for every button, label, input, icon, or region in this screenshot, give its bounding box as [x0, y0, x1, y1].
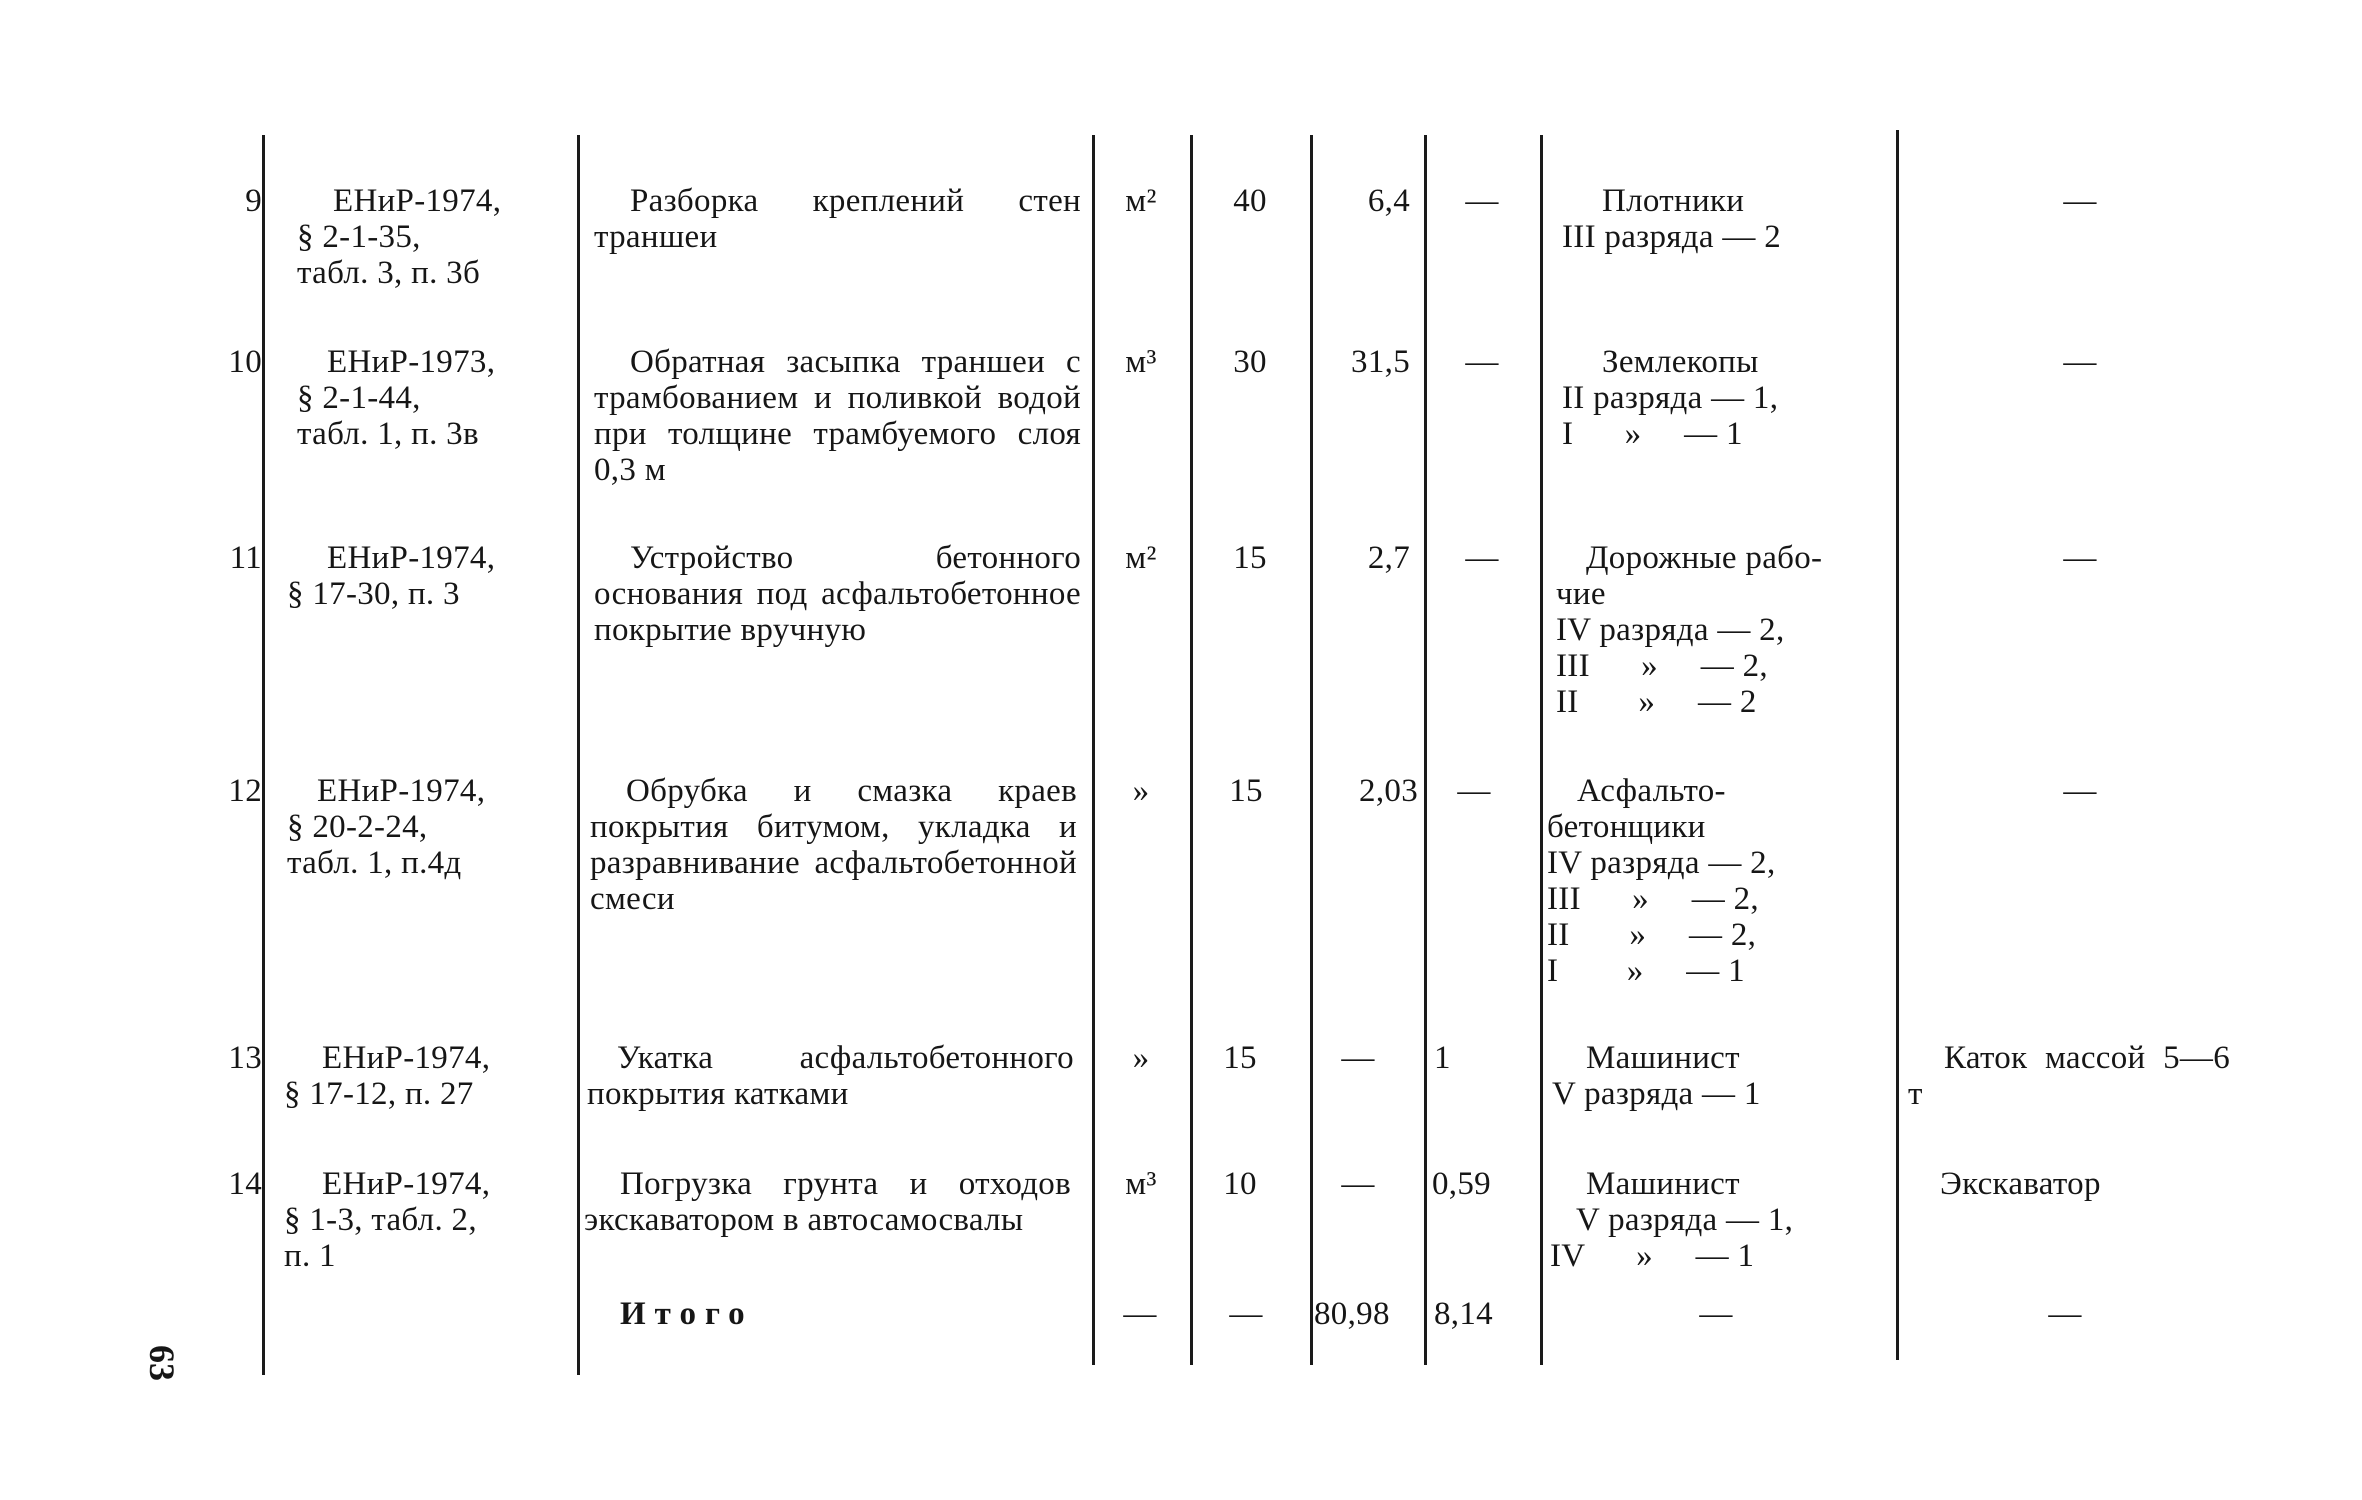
quantity: 15 — [1233, 540, 1267, 576]
worker-line: IV разряда — 2, — [1556, 612, 1785, 648]
worker-line: IV » — 1 — [1550, 1238, 1755, 1274]
norm-reference — [297, 344, 495, 452]
equipment: — — [2063, 540, 2097, 576]
worker-line: I » — 1 — [1562, 416, 1743, 452]
worker-line: Землекопы — [1602, 344, 1759, 380]
worker-line: II » — 2 — [1556, 684, 1757, 720]
ref-line: ЕНиР-1974, — [317, 773, 486, 809]
labor-cost: 31,5 — [1351, 344, 1410, 380]
unit: м² — [1125, 540, 1157, 576]
machine-time: — — [1457, 773, 1491, 809]
ref-line: § 17-12, п. 27 — [284, 1076, 474, 1112]
labor-cost: 2,03 — [1359, 773, 1418, 809]
page-number: 63 — [142, 1345, 182, 1381]
worker-line: III » — 2, — [1556, 648, 1768, 684]
ref-line: § 20-2-24, — [287, 809, 428, 845]
total-quantity: — — [1229, 1296, 1263, 1332]
worker-line: Асфальто- — [1577, 773, 1726, 809]
quantity: 40 — [1233, 183, 1267, 219]
total-labor-cost: 80,98 — [1314, 1296, 1390, 1332]
worker-line: Дорожные рабо- — [1586, 540, 1823, 576]
quantity: 30 — [1233, 344, 1267, 380]
column-divider — [577, 135, 580, 1375]
ref-line: ЕНиР-1974, — [322, 1166, 491, 1202]
ref-line: ЕНиР-1974, — [327, 540, 496, 576]
norm-reference — [284, 1166, 490, 1274]
worker-line: чие — [1556, 576, 1606, 612]
ref-line: § 2-1-44, — [297, 380, 421, 416]
machine-time: 1 — [1434, 1040, 1451, 1076]
equipment: — — [2063, 344, 2097, 380]
worker-line: III разряда — 2 — [1562, 219, 1782, 255]
row-number: 10 — [228, 344, 262, 380]
unit: м² — [1125, 183, 1157, 219]
row-number: 13 — [228, 1040, 262, 1076]
total-workers: — — [1699, 1296, 1733, 1332]
norm-reference — [284, 1040, 490, 1112]
norm-reference — [297, 183, 501, 291]
column-divider — [1424, 135, 1427, 1365]
worker-line: Плотники — [1602, 183, 1745, 219]
ref-line: табл. 3, п. 3б — [297, 255, 481, 291]
quantity: 15 — [1223, 1040, 1257, 1076]
worker-line: бетонщики — [1547, 809, 1706, 845]
machine-time: 0,59 — [1432, 1166, 1491, 1202]
ref-line: § 2-1-35, — [297, 219, 421, 255]
worker-line: II разряда — 1, — [1562, 380, 1779, 416]
unit: » — [1132, 1040, 1150, 1076]
ref-line: § 17-30, п. 3 — [287, 576, 460, 612]
column-divider — [1896, 130, 1899, 1360]
labor-cost: 6,4 — [1367, 183, 1410, 219]
column-divider — [262, 135, 265, 1375]
row-number: 12 — [228, 773, 262, 809]
workers — [1547, 773, 1776, 989]
ref-line: ЕНиР-1973, — [327, 344, 496, 380]
ref-line: п. 1 — [284, 1238, 336, 1274]
quantity: 15 — [1229, 773, 1263, 809]
total-label: Итого — [620, 1296, 754, 1332]
ref-line: ЕНиР-1974, — [333, 183, 502, 219]
work-description: Устройство бетонного основания под асфальтобетонное покрытие вручную — [594, 540, 1081, 648]
workers — [1562, 344, 1778, 452]
worker-line: I » — 1 — [1547, 953, 1745, 989]
worker-line: IV разряда — 2, — [1547, 845, 1776, 881]
row-number: 9 — [245, 183, 262, 219]
workers — [1556, 540, 1822, 720]
work-description: Обрубка и смазка краев покрытия битумом, укладка и разравнивание асфальтобетонной смеси — [590, 773, 1077, 917]
unit: » — [1132, 773, 1150, 809]
equipment: Каток массой 5—6 т — [1908, 1040, 2230, 1112]
machine-time: — — [1465, 540, 1499, 576]
work-description: Обратная засыпка траншеи с трамбованием и поливкой водой при толщине трамбуемого слоя 0,3 м — [594, 344, 1081, 488]
work-description: Укатка асфальтобетонного покрытия катками — [587, 1040, 1074, 1112]
workers — [1562, 183, 1781, 255]
row-number: 11 — [229, 540, 262, 576]
worker-line: V разряда — 1 — [1552, 1076, 1761, 1112]
norm-reference — [287, 540, 495, 612]
ref-line: ЕНиР-1974, — [322, 1040, 491, 1076]
workers — [1550, 1166, 1793, 1274]
unit: м³ — [1125, 1166, 1157, 1202]
equipment: — — [2063, 183, 2097, 219]
worker-line: III » — 2, — [1547, 881, 1759, 917]
ref-line: табл. 1, п. 3в — [297, 416, 479, 452]
work-description: Погрузка грунта и отходов экскаватором в автосамосвалы — [584, 1166, 1071, 1238]
quantity: 10 — [1223, 1166, 1257, 1202]
work-description: Разборка креплений стен траншеи — [594, 183, 1081, 255]
labor-cost: — — [1341, 1166, 1375, 1202]
total-machine-time: 8,14 — [1434, 1296, 1493, 1332]
column-divider — [1092, 135, 1095, 1365]
column-divider — [1540, 135, 1543, 1365]
equipment: — — [2063, 773, 2097, 809]
worker-line: Машинист — [1586, 1166, 1740, 1202]
ref-line: табл. 1, п.4д — [287, 845, 462, 881]
worker-line: II » — 2, — [1547, 917, 1757, 953]
unit: м³ — [1125, 344, 1157, 380]
labor-cost: — — [1341, 1040, 1375, 1076]
workers — [1552, 1040, 1761, 1112]
worker-line: V разряда — 1, — [1576, 1202, 1794, 1238]
row-number: 14 — [228, 1166, 262, 1202]
labor-cost: 2,7 — [1367, 540, 1410, 576]
machine-time: — — [1465, 183, 1499, 219]
norm-reference — [287, 773, 485, 881]
equipment: Экскаватор — [1940, 1166, 2101, 1202]
worker-line: Машинист — [1586, 1040, 1740, 1076]
total-unit: — — [1123, 1296, 1157, 1332]
total-equipment: — — [2048, 1296, 2082, 1332]
machine-time: — — [1465, 344, 1499, 380]
ref-line: § 1-3, табл. 2, — [284, 1202, 477, 1238]
